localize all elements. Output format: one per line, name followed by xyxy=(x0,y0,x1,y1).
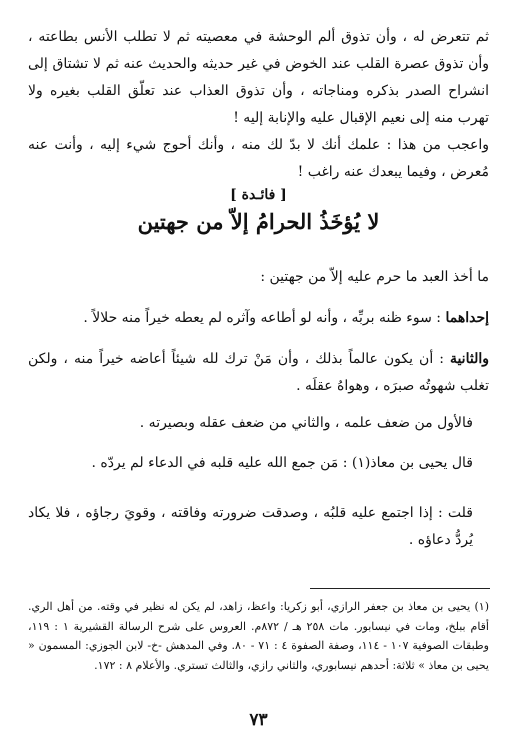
paragraph-intro: ثم تتعرض له ، وأن تذوق ألم الوحشة في معصيته ثم لا تطلب الأنس بطاعته ، وأن تذوق عصرة القلب عند الخوض في غير حديثه والحديث عنه ثم لا تشتاق إلى انشراح الصدر بذكره ومناجاته ، وأن تذوق العذاب عند تعلّق القلب بغيره ولا تهرب منه إلى نعيم الإقبال عليه والإنابة إليه ! xyxy=(28,29,489,126)
footnote-divider xyxy=(310,588,490,589)
second-point xyxy=(28,346,489,400)
second-point-label: والثانية xyxy=(449,351,489,367)
first-point-text: : سوء ظنه بربِّه ، وأنه لو أطاعه وآثره لم يعطه خيراً منه حلالاً . xyxy=(83,310,446,326)
closing-paragraph: قلت : إذا اجتمع عليه قلبُه ، وصدقت ضرورته وفاقته ، وقويَ رجاؤه ، فلا يكاد يُردُّ دعاؤه . xyxy=(28,505,473,548)
second-point-text: : أن يكون عالماً بذلك ، وأن مَنْ ترك لله شيئاً أعاضه خيراً منه ، ولكن تغلب شهوتُه صبرَه ، وهواهُ عقلَه . xyxy=(28,351,489,394)
section-title: لا يُؤخَذُ الحرامُ إلاّ من جهتين xyxy=(137,209,380,234)
conclusion: فالأول من ضعف علمه ، والثاني من ضعف عقله وبصيرته . xyxy=(139,415,473,431)
first-point xyxy=(28,305,489,332)
paragraph-wonder: واعجب من هذا : علمك أنك لا بدّ لك منه ، وأنك أحوج شيء إليه ، وأنت عنه مُعرض ، وفيما يبعدك عنه راغب ! xyxy=(28,137,489,180)
body-intro: ما أخذ العبد ما حرم عليه إلاّ من جهتين : xyxy=(260,269,489,285)
first-point-label: إحداهما xyxy=(445,310,489,326)
page-number: ٧٣ xyxy=(249,710,268,730)
section-label: [ فائـدة ] xyxy=(230,187,287,203)
yahya-quote: قال يحيى بن معاذ(١) : مَن جمع الله عليه قلبه في الدعاء لم يردّه . xyxy=(91,455,473,471)
footnote: (١) يحيى بن معاذ بن جعفر الرازي، أبو زكريا: واعظ، زاهد، لم يكن له نظير في وقته. من أهل الري. أقام ببلخ، ومات في نيسابور. مات ٢٥٨ هـ / ٨٧٢م. العروس على شرح الرسالة القشيرية ١ : ١١٩، وطبقات الصوفية ١٠٧ - ١١٤، وصفة الصفوة ٤ : ٧١ - ٨٠. وفي المدهش -خ- لابن الجوزي: المسمون « يحيى بن معاذ » ثلاثة: أحدهم نيسابوري، والثاني رازي، والثالث تستري. والأعلام ٨ : ١٧٢. xyxy=(28,600,489,672)
